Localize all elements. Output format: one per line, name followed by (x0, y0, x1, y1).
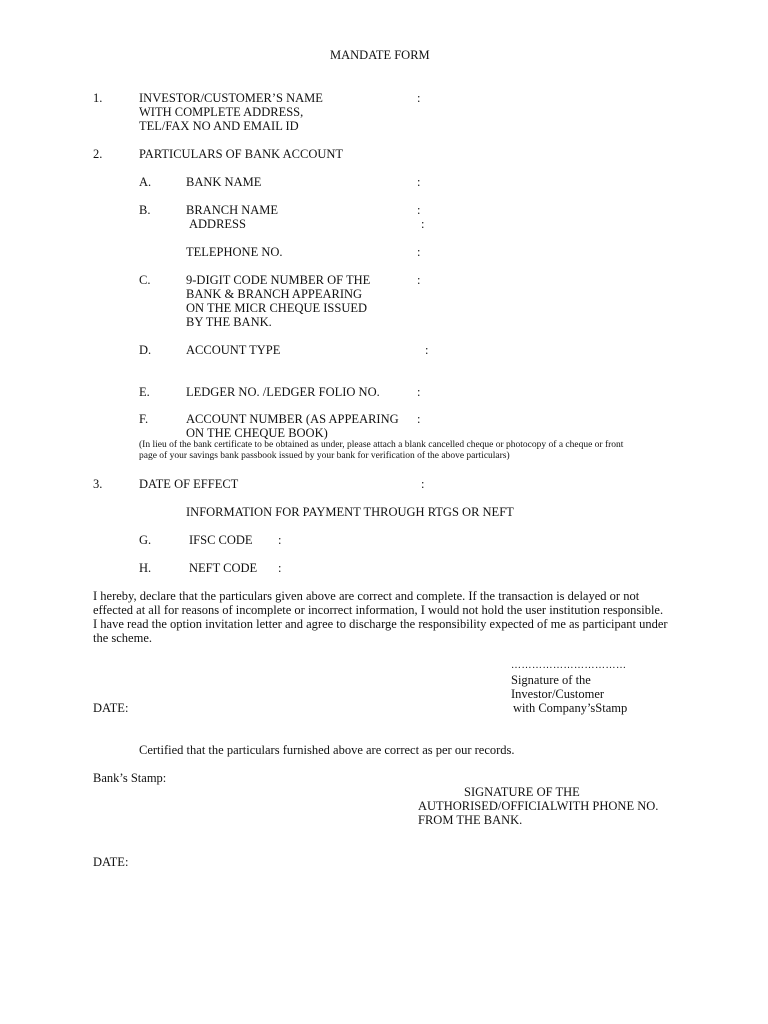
bank-signature-label-line1: SIGNATURE OF THE (464, 785, 580, 799)
bank-name-label: BANK NAME (186, 175, 262, 189)
telephone-label: TELEPHONE NO. (186, 245, 283, 259)
certification-text: Certified that the particulars furnished above are correct as per our records. (139, 743, 515, 757)
ifsc-code-colon: : (278, 533, 282, 547)
bank-signature-label-line3: FROM THE BANK. (418, 813, 523, 827)
investor-date-label: DATE: (93, 701, 129, 715)
investor-signature-label-line1: Signature of the (511, 673, 591, 687)
attachment-note-line2: page of your savings bank passbook issued by your bank for verification of the above particulars) (139, 451, 510, 461)
bank-name-colon: : (417, 175, 421, 189)
bank-date-label: DATE: (93, 855, 129, 869)
branch-address-colon: : (421, 217, 425, 231)
sub-f-letter: F. (139, 412, 149, 426)
bank-signature-label-line2: AUTHORISED/OFFICIALWITH PHONE NO. (418, 799, 659, 813)
investor-name-label: INVESTOR/CUSTOMER’S NAME (139, 91, 323, 105)
micr-label-line2: BANK & BRANCH APPEARING (186, 287, 363, 301)
item-3-number: 3. (93, 477, 103, 491)
account-number-label-line2: ON THE CHEQUE BOOK) (186, 426, 328, 440)
bank-stamp-label: Bank’s Stamp: (93, 771, 167, 785)
micr-label-line3: ON THE MICR CHEQUE ISSUED (186, 301, 368, 315)
sub-d-letter: D. (139, 343, 152, 357)
attachment-note-line1: (In lieu of the bank certificate to be obtained as under, please attach a blank cancelled cheque or photocopy of a cheque or front (139, 440, 624, 450)
investor-signature-line: …………………………… (511, 660, 627, 671)
declaration-line3: I have read the option invitation letter and agree to discharge the responsibility expected of me as participant under (93, 617, 668, 631)
branch-address-label: ADDRESS (189, 217, 246, 231)
micr-label-line4: BY THE BANK. (186, 315, 272, 329)
sub-g-letter: G. (139, 533, 152, 547)
telephone-colon: : (417, 245, 421, 259)
ledger-colon: : (417, 385, 421, 399)
investor-address-label: WITH COMPLETE ADDRESS, (139, 105, 304, 119)
account-number-colon: : (417, 412, 421, 426)
date-of-effect-colon: : (421, 477, 425, 491)
investor-name-colon: : (417, 91, 421, 105)
branch-name-colon: : (417, 203, 421, 217)
page-title: MANDATE FORM (330, 48, 430, 62)
declaration-line1: I hereby, declare that the particulars given above are correct and complete. If the transaction is delayed or not (93, 589, 640, 603)
date-of-effect-label: DATE OF EFFECT (139, 477, 239, 491)
account-type-label: ACCOUNT TYPE (186, 343, 281, 357)
declaration-line2: effected at all for reasons of incomplete or incorrect information, I would not hold the user institution responsible. (93, 603, 664, 617)
account-number-label-line1: ACCOUNT NUMBER (AS APPEARING (186, 412, 399, 426)
investor-contact-label: TEL/FAX NO AND EMAIL ID (139, 119, 299, 133)
declaration-line4: the scheme. (93, 631, 153, 645)
ledger-label: LEDGER NO. /LEDGER FOLIO NO. (186, 385, 380, 399)
neft-code-label: NEFT CODE (189, 561, 258, 575)
sub-b-letter: B. (139, 203, 151, 217)
sub-e-letter: E. (139, 385, 150, 399)
sub-a-letter: A. (139, 175, 152, 189)
item-1-number: 1. (93, 91, 103, 105)
micr-label-line1: 9-DIGIT CODE NUMBER OF THE (186, 273, 371, 287)
rtgs-neft-heading: INFORMATION FOR PAYMENT THROUGH RTGS OR NEFT (186, 505, 514, 519)
ifsc-code-label: IFSC CODE (189, 533, 253, 547)
account-type-colon: : (425, 343, 429, 357)
neft-code-colon: : (278, 561, 282, 575)
sub-h-letter: H. (139, 561, 152, 575)
bank-account-heading: PARTICULARS OF BANK ACCOUNT (139, 147, 344, 161)
sub-c-letter: C. (139, 273, 151, 287)
item-2-number: 2. (93, 147, 103, 161)
branch-name-label: BRANCH NAME (186, 203, 279, 217)
investor-signature-label-line3: with Company’sStamp (513, 701, 628, 715)
micr-colon: : (417, 273, 421, 287)
investor-signature-label-line2: Investor/Customer (511, 687, 605, 701)
